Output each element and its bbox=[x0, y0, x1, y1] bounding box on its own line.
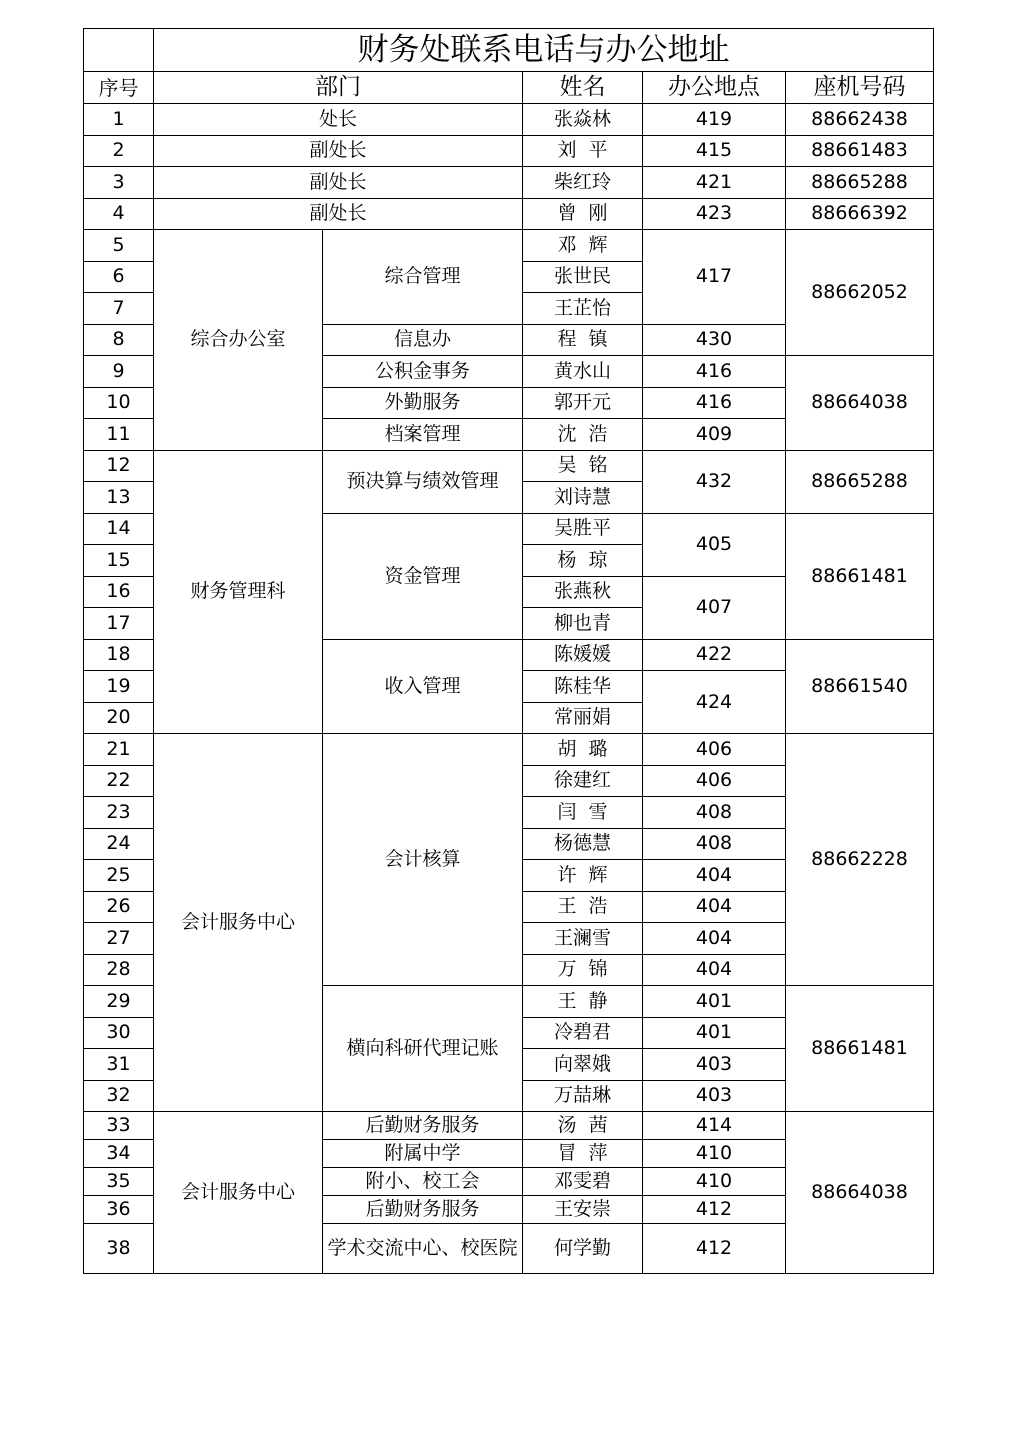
unit-cell: 会计核算 bbox=[323, 734, 523, 986]
office-cell: 412 bbox=[643, 1224, 786, 1274]
table-row bbox=[84, 198, 934, 230]
group-cell: 综合办公室 bbox=[154, 230, 323, 451]
office-cell: 403 bbox=[643, 1080, 786, 1112]
dept-cell: 副处长 bbox=[154, 135, 523, 167]
table-row bbox=[84, 135, 934, 167]
seq-cell: 18 bbox=[84, 639, 154, 671]
office-cell: 417 bbox=[643, 230, 786, 325]
group-cell: 财务管理科 bbox=[154, 450, 323, 734]
phone-cell: 88661483 bbox=[786, 135, 934, 167]
name-cell: 柴红玲 bbox=[523, 167, 643, 199]
name-cell: 杨德慧 bbox=[523, 828, 643, 860]
office-cell: 410 bbox=[643, 1140, 786, 1168]
name-cell: 何学勤 bbox=[523, 1224, 643, 1274]
table-row bbox=[84, 734, 934, 766]
seq-cell: 31 bbox=[84, 1049, 154, 1081]
name-cell: 向翠娥 bbox=[523, 1049, 643, 1081]
seq-cell: 27 bbox=[84, 923, 154, 955]
name-cell: 常丽娟 bbox=[523, 702, 643, 734]
name-cell: 许 辉 bbox=[523, 860, 643, 892]
table-row bbox=[84, 450, 934, 482]
unit-cell: 公积金事务 bbox=[323, 356, 523, 388]
phone-cell: 88661481 bbox=[786, 513, 934, 639]
seq-cell: 30 bbox=[84, 1017, 154, 1049]
name-cell: 沈 浩 bbox=[523, 419, 643, 451]
office-cell: 403 bbox=[643, 1049, 786, 1081]
office-cell: 416 bbox=[643, 356, 786, 388]
seq-cell: 4 bbox=[84, 198, 154, 230]
seq-cell: 2 bbox=[84, 135, 154, 167]
seq-cell: 38 bbox=[84, 1224, 154, 1274]
seq-cell: 5 bbox=[84, 230, 154, 262]
header-phone: 座机号码 bbox=[786, 72, 934, 104]
seq-cell: 14 bbox=[84, 513, 154, 545]
name-cell: 曾 刚 bbox=[523, 198, 643, 230]
name-cell: 王安崇 bbox=[523, 1196, 643, 1224]
phone-cell: 88664038 bbox=[786, 356, 934, 451]
phone-cell: 88665288 bbox=[786, 450, 934, 513]
unit-cell: 后勤财务服务 bbox=[323, 1196, 523, 1224]
name-cell: 吴 铭 bbox=[523, 450, 643, 482]
office-cell: 424 bbox=[643, 671, 786, 734]
name-cell: 邓雯碧 bbox=[523, 1168, 643, 1196]
unit-cell: 附小、校工会 bbox=[323, 1168, 523, 1196]
dept-cell: 副处长 bbox=[154, 167, 523, 199]
seq-cell: 7 bbox=[84, 293, 154, 325]
name-cell: 杨 琼 bbox=[523, 545, 643, 577]
office-cell: 414 bbox=[643, 1112, 786, 1140]
office-cell: 415 bbox=[643, 135, 786, 167]
seq-cell: 11 bbox=[84, 419, 154, 451]
name-cell: 柳也青 bbox=[523, 608, 643, 640]
seq-cell: 1 bbox=[84, 104, 154, 136]
header-seq: 序号 bbox=[84, 72, 154, 104]
name-cell: 张世民 bbox=[523, 261, 643, 293]
seq-cell: 35 bbox=[84, 1168, 154, 1196]
seq-cell: 19 bbox=[84, 671, 154, 703]
seq-cell: 33 bbox=[84, 1112, 154, 1140]
name-cell: 王澜雪 bbox=[523, 923, 643, 955]
office-cell: 406 bbox=[643, 765, 786, 797]
seq-cell: 23 bbox=[84, 797, 154, 829]
office-cell: 405 bbox=[643, 513, 786, 576]
unit-cell: 档案管理 bbox=[323, 419, 523, 451]
phone-cell: 88661540 bbox=[786, 639, 934, 734]
name-cell: 程 镇 bbox=[523, 324, 643, 356]
unit-cell: 后勤财务服务 bbox=[323, 1112, 523, 1140]
unit-cell: 预决算与绩效管理 bbox=[323, 450, 523, 513]
seq-cell: 10 bbox=[84, 387, 154, 419]
name-cell: 徐建红 bbox=[523, 765, 643, 797]
table-row bbox=[84, 230, 934, 262]
office-cell: 404 bbox=[643, 891, 786, 923]
office-cell: 404 bbox=[643, 860, 786, 892]
office-cell: 401 bbox=[643, 986, 786, 1018]
name-cell: 刘 平 bbox=[523, 135, 643, 167]
table-row bbox=[84, 104, 934, 136]
header-dept: 部门 bbox=[154, 72, 523, 104]
phone-cell: 88661481 bbox=[786, 986, 934, 1112]
seq-cell: 17 bbox=[84, 608, 154, 640]
name-cell: 吴胜平 bbox=[523, 513, 643, 545]
header-office: 办公地点 bbox=[643, 72, 786, 104]
seq-cell: 16 bbox=[84, 576, 154, 608]
contact-table bbox=[83, 28, 934, 1274]
name-cell: 胡 璐 bbox=[523, 734, 643, 766]
seq-cell: 20 bbox=[84, 702, 154, 734]
group-cell: 会计服务中心 bbox=[154, 734, 323, 1112]
seq-cell: 15 bbox=[84, 545, 154, 577]
seq-cell: 21 bbox=[84, 734, 154, 766]
office-cell: 401 bbox=[643, 1017, 786, 1049]
unit-cell: 附属中学 bbox=[323, 1140, 523, 1168]
name-cell: 郭开元 bbox=[523, 387, 643, 419]
name-cell: 张焱林 bbox=[523, 104, 643, 136]
name-cell: 冒 萍 bbox=[523, 1140, 643, 1168]
name-cell: 冷碧君 bbox=[523, 1017, 643, 1049]
office-cell: 409 bbox=[643, 419, 786, 451]
dept-cell: 处长 bbox=[154, 104, 523, 136]
phone-cell: 88662052 bbox=[786, 230, 934, 356]
name-cell: 闫 雪 bbox=[523, 797, 643, 829]
seq-cell: 32 bbox=[84, 1080, 154, 1112]
seq-cell: 22 bbox=[84, 765, 154, 797]
corner-cell bbox=[84, 29, 154, 72]
phone-cell: 88664038 bbox=[786, 1112, 934, 1274]
name-cell: 王 浩 bbox=[523, 891, 643, 923]
office-cell: 406 bbox=[643, 734, 786, 766]
office-cell: 408 bbox=[643, 828, 786, 860]
unit-cell: 收入管理 bbox=[323, 639, 523, 734]
seq-cell: 3 bbox=[84, 167, 154, 199]
unit-cell: 信息办 bbox=[323, 324, 523, 356]
seq-cell: 12 bbox=[84, 450, 154, 482]
name-cell: 万 锦 bbox=[523, 954, 643, 986]
office-cell: 432 bbox=[643, 450, 786, 513]
header-name: 姓名 bbox=[523, 72, 643, 104]
name-cell: 刘诗慧 bbox=[523, 482, 643, 514]
table-row bbox=[84, 1112, 934, 1140]
seq-cell: 25 bbox=[84, 860, 154, 892]
name-cell: 王 静 bbox=[523, 986, 643, 1018]
seq-cell: 6 bbox=[84, 261, 154, 293]
name-cell: 张燕秋 bbox=[523, 576, 643, 608]
unit-cell: 综合管理 bbox=[323, 230, 523, 325]
office-cell: 410 bbox=[643, 1168, 786, 1196]
name-cell: 汤 茜 bbox=[523, 1112, 643, 1140]
seq-cell: 13 bbox=[84, 482, 154, 514]
office-cell: 408 bbox=[643, 797, 786, 829]
office-cell: 423 bbox=[643, 198, 786, 230]
seq-cell: 9 bbox=[84, 356, 154, 388]
unit-cell: 学术交流中心、校医院 bbox=[323, 1224, 523, 1274]
office-cell: 407 bbox=[643, 576, 786, 639]
seq-cell: 24 bbox=[84, 828, 154, 860]
dept-cell: 副处长 bbox=[154, 198, 523, 230]
name-cell: 王芷怡 bbox=[523, 293, 643, 325]
seq-cell: 28 bbox=[84, 954, 154, 986]
name-cell: 黄水山 bbox=[523, 356, 643, 388]
phone-cell: 88666392 bbox=[786, 198, 934, 230]
name-cell: 陈媛媛 bbox=[523, 639, 643, 671]
office-cell: 404 bbox=[643, 923, 786, 955]
office-cell: 412 bbox=[643, 1196, 786, 1224]
page-title: 财务处联系电话与办公地址 bbox=[154, 29, 934, 72]
phone-cell: 88662438 bbox=[786, 104, 934, 136]
name-cell: 万喆琳 bbox=[523, 1080, 643, 1112]
seq-cell: 36 bbox=[84, 1196, 154, 1224]
seq-cell: 34 bbox=[84, 1140, 154, 1168]
phone-cell: 88662228 bbox=[786, 734, 934, 986]
office-cell: 416 bbox=[643, 387, 786, 419]
unit-cell: 资金管理 bbox=[323, 513, 523, 639]
phone-cell: 88665288 bbox=[786, 167, 934, 199]
office-cell: 404 bbox=[643, 954, 786, 986]
unit-cell: 横向科研代理记账 bbox=[323, 986, 523, 1112]
office-cell: 421 bbox=[643, 167, 786, 199]
office-cell: 419 bbox=[643, 104, 786, 136]
office-cell: 422 bbox=[643, 639, 786, 671]
name-cell: 陈桂华 bbox=[523, 671, 643, 703]
table-row bbox=[84, 167, 934, 199]
office-cell: 430 bbox=[643, 324, 786, 356]
group-cell: 会计服务中心 bbox=[154, 1112, 323, 1274]
seq-cell: 8 bbox=[84, 324, 154, 356]
unit-cell: 外勤服务 bbox=[323, 387, 523, 419]
seq-cell: 26 bbox=[84, 891, 154, 923]
name-cell: 邓 辉 bbox=[523, 230, 643, 262]
seq-cell: 29 bbox=[84, 986, 154, 1018]
